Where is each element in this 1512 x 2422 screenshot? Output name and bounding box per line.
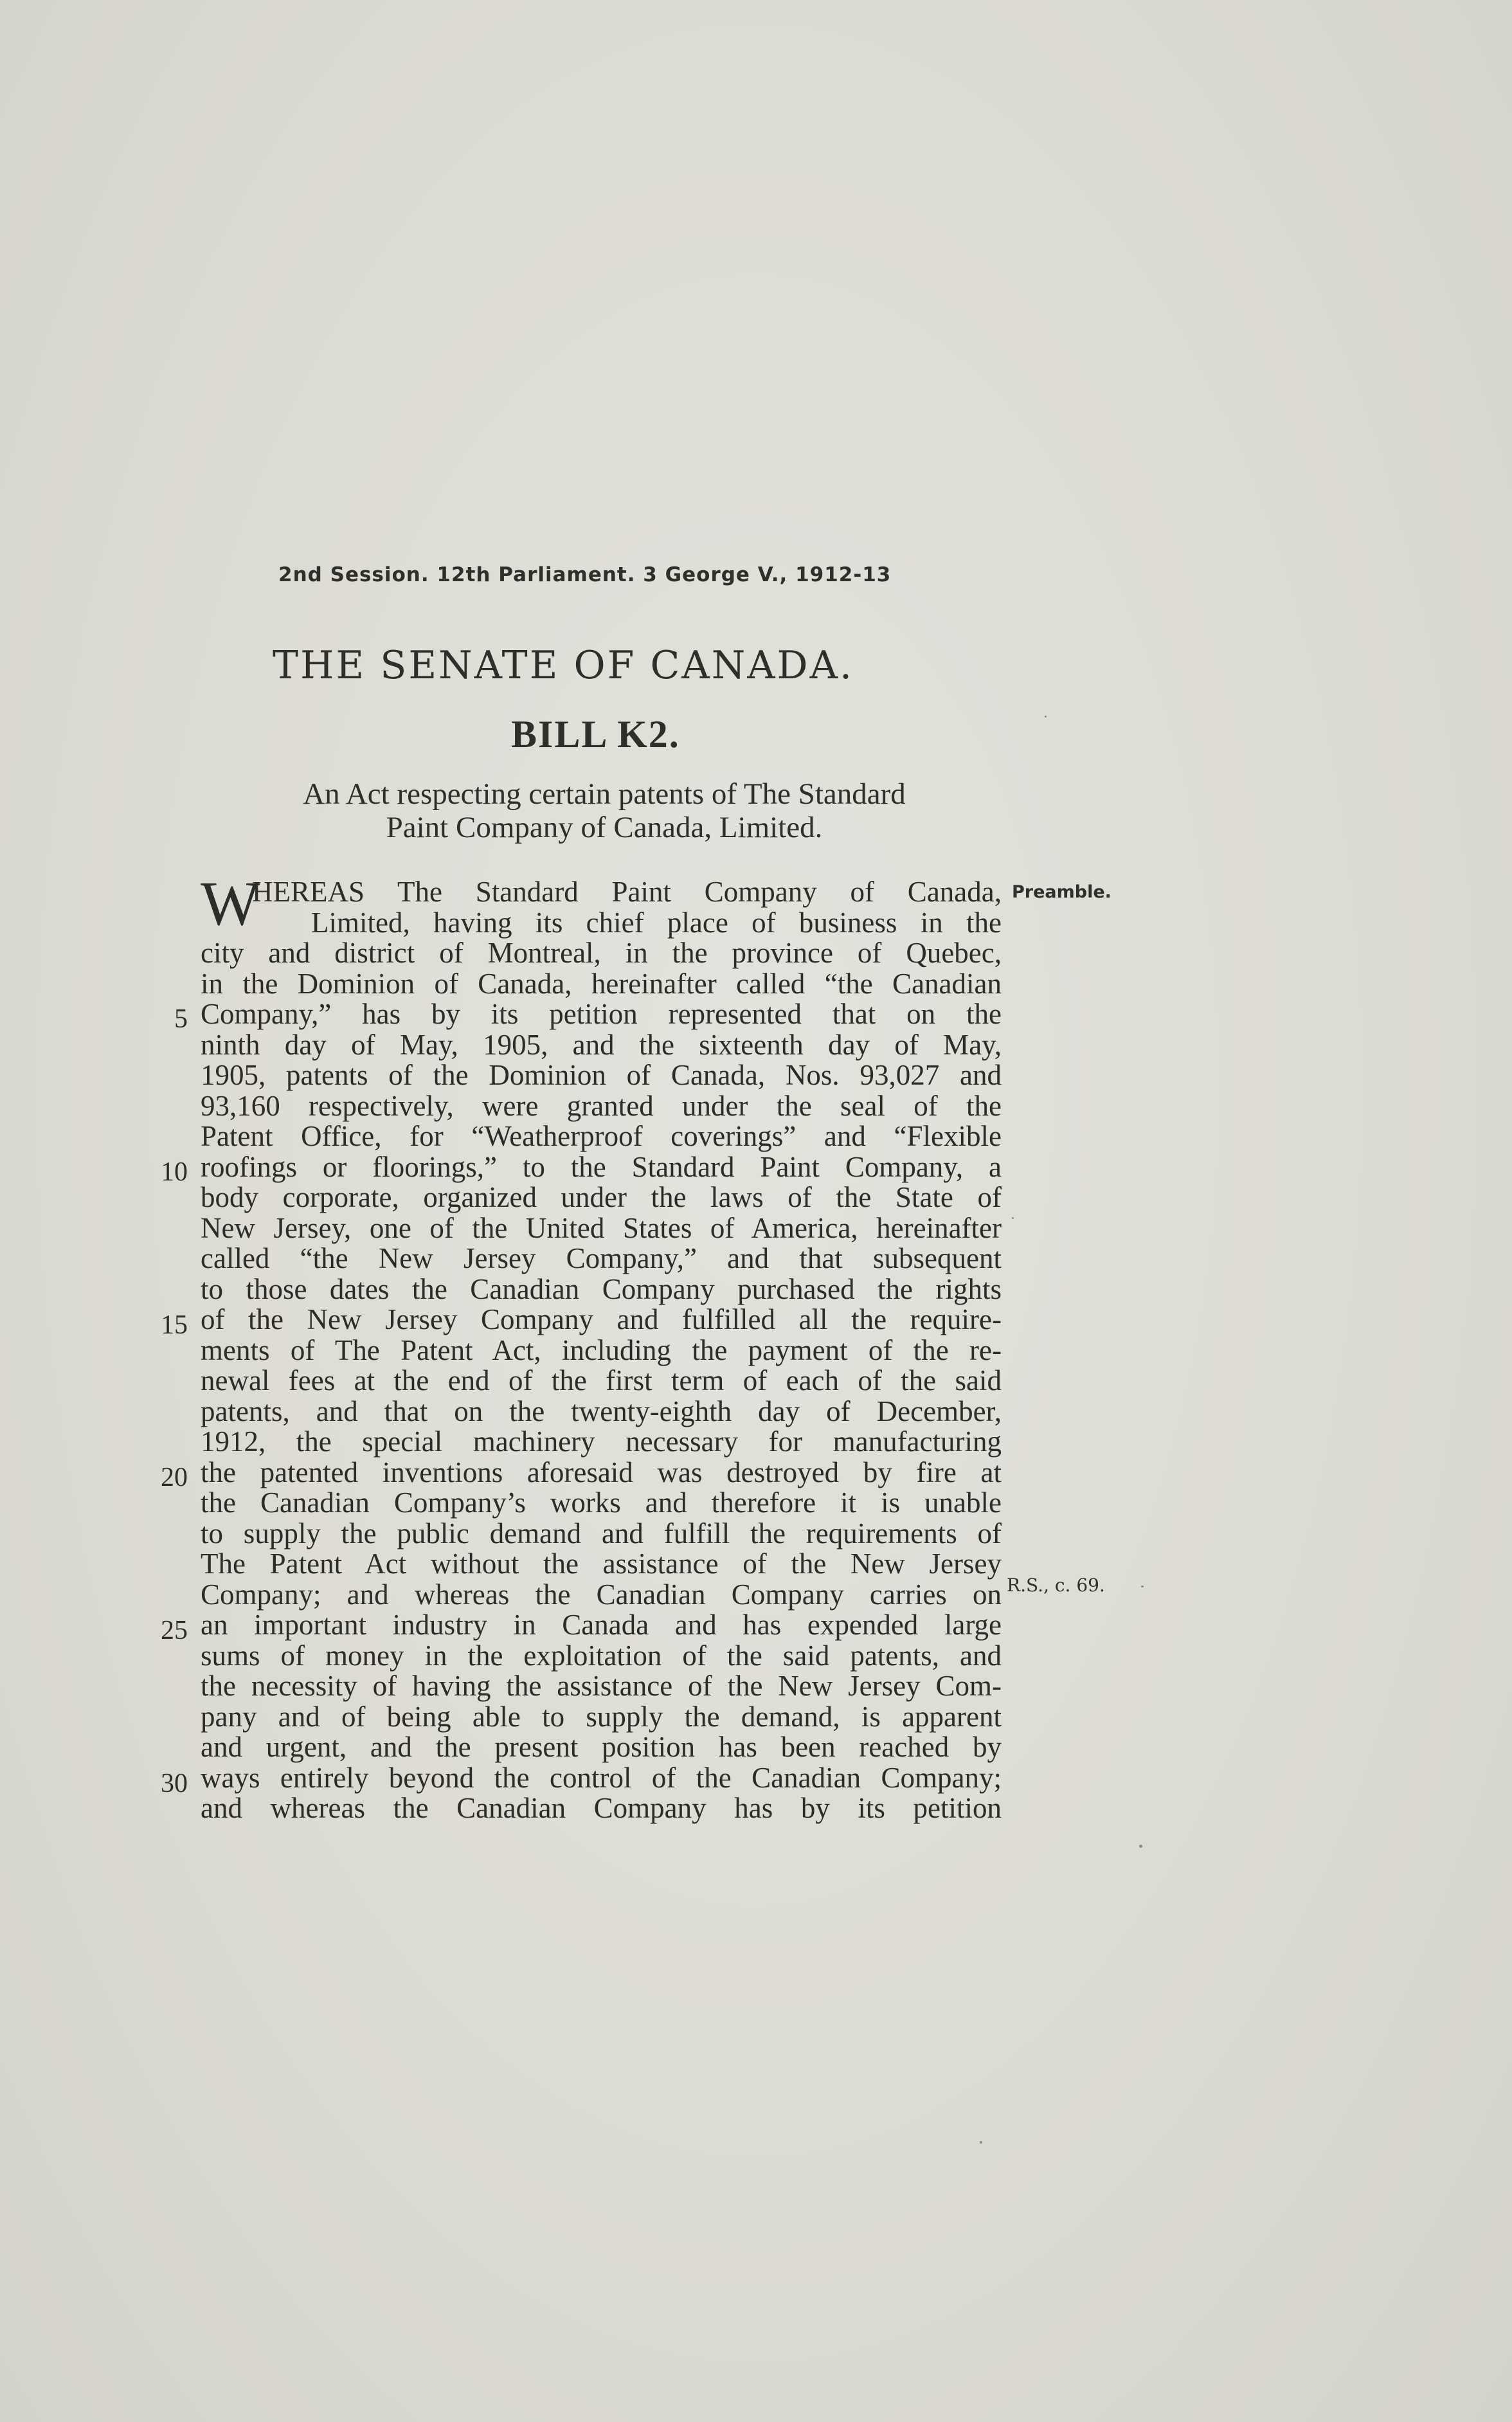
act-title <box>193 777 1016 844</box>
margin-note-rs: R.S., c. 69. <box>1007 1575 1105 1596</box>
body-line-3: city and district of Montreal, in the province of Quebec, <box>201 937 1002 969</box>
body-line-31: and whereas the Canadian Company has by its petition <box>201 1792 1002 1824</box>
body-line-29: and urgent, and the present position has been reached by <box>201 1731 1002 1763</box>
body-line-24: Company; and whereas the Canadian Company carries on <box>201 1578 1002 1611</box>
body-line-12: New Jersey, one of the United States of America, hereinafter <box>201 1211 1002 1244</box>
body-line-6: ninth day of May, 1905, and the sixteenth day of May, <box>201 1028 1002 1061</box>
body-line-30: ways entirely beyond the control of the Canadian Company; <box>201 1761 1002 1794</box>
line-number-15: 15 <box>161 1310 188 1340</box>
body-line-10: roofings or floorings,” to the Standard Paint Company, a <box>201 1150 1002 1183</box>
paper-speck <box>1139 1845 1142 1848</box>
body-line-1: HEREAS The Standard Paint Company of Canada, <box>252 876 1002 908</box>
line-number-5: 5 <box>174 1004 188 1034</box>
body-line-13: called “the New Jersey Company,” and that subsequent <box>201 1242 1002 1274</box>
body-line-15: of the New Jersey Company and fulfilled all the require- <box>201 1303 1002 1335</box>
bill-title: BILL K2. <box>511 713 680 755</box>
body-line-19: 1912, the special machinery necessary for manufacturing <box>201 1425 1002 1458</box>
act-title-line-2: Paint Company of Canada, Limited. <box>386 811 823 844</box>
senate-title: THE SENATE OF CANADA. <box>273 643 854 688</box>
line-number-10: 10 <box>161 1157 188 1187</box>
body-line-11: body corporate, organized under the laws of the State of <box>201 1181 1002 1213</box>
session-header: 2nd Session. 12th Parliament. 3 George V., 1912-13 <box>278 563 892 586</box>
body-line-9: Patent Office, for “Weatherproof coverings” and “Flexible <box>201 1120 1002 1152</box>
body-line-20: the patented inventions aforesaid was destroyed by fire at <box>201 1456 1002 1488</box>
body-line-23: The Patent Act without the assistance of the New Jersey <box>201 1548 1002 1580</box>
body-line-14: to those dates the Canadian Company purchased the rights <box>201 1272 1002 1305</box>
line-number-30: 30 <box>161 1769 188 1798</box>
paper-speck <box>1012 1217 1014 1219</box>
body-line-5: Company,” has by its petition represented that on the <box>201 998 1002 1030</box>
drop-cap: W <box>201 869 260 939</box>
body-line-26: sums of money in the exploitation of the said patents, and <box>201 1639 1002 1672</box>
body-line-2: Limited, having its chief place of business in the <box>311 906 1002 939</box>
body-line-16: ments of The Patent Act, including the payment of the re- <box>201 1333 1002 1366</box>
paper-speck <box>1045 716 1047 718</box>
body-line-25: an important industry in Canada and has expended large <box>201 1609 1002 1641</box>
paper-speck <box>1141 1586 1144 1587</box>
line-number-20: 20 <box>161 1463 188 1492</box>
body-line-17: newal fees at the end of the first term of each of the said <box>201 1364 1002 1396</box>
body-line-8: 93,160 respectively, were granted under the seal of the <box>201 1089 1002 1122</box>
line-number-25: 25 <box>161 1616 188 1645</box>
paper-speck <box>980 2141 982 2144</box>
body-line-18: patents, and that on the twenty-eighth day of December, <box>201 1395 1002 1427</box>
body-line-4: in the Dominion of Canada, hereinafter called “the Canadian <box>201 967 1002 1000</box>
body-line-28: pany and of being able to supply the demand, is apparent <box>201 1700 1002 1733</box>
margin-note-preamble: Preamble. <box>1012 882 1112 902</box>
body-line-22: to supply the public demand and fulfill the requirements of <box>201 1517 1002 1550</box>
body-line-7: 1905, patents of the Dominion of Canada, Nos. 93,027 and <box>201 1059 1002 1091</box>
body-line-21: the Canadian Company’s works and therefore it is unable <box>201 1487 1002 1519</box>
body-line-27: the necessity of having the assistance of the New Jersey Com- <box>201 1670 1002 1702</box>
act-title-line-1: An Act respecting certain patents of The Standard <box>303 777 906 811</box>
